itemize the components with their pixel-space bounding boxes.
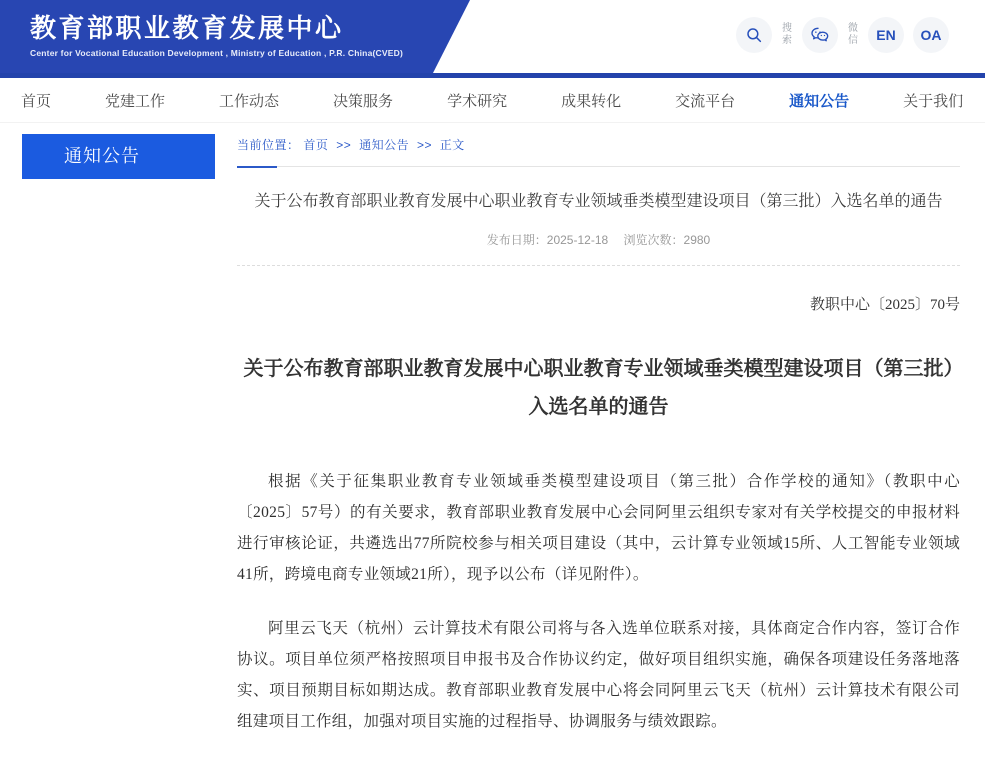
article-meta — [237, 231, 960, 248]
article-body — [237, 466, 960, 737]
breadcrumb-separator: >> — [416, 138, 432, 152]
breadcrumb-separator: >> — [336, 138, 352, 152]
site-header — [0, 0, 985, 78]
header-bottom-bar — [0, 73, 985, 78]
nav-item-party[interactable]: 党建工作 — [105, 92, 166, 110]
content-column — [237, 134, 960, 760]
site-subtitle: Center for Vocational Education Development , Ministry of Education , P.R. China(CVED) — [30, 48, 403, 59]
sidebar — [22, 134, 215, 760]
header-tools — [736, 17, 949, 53]
search-label: 搜索 — [782, 22, 792, 46]
breadcrumb-current: 正文 — [439, 138, 465, 152]
nav-item-home[interactable]: 首页 — [21, 92, 52, 110]
site-logo[interactable] — [30, 13, 403, 58]
main-nav — [0, 78, 985, 123]
article-paragraph: 根据《关于征集职业教育专业领域垂类模型建设项目（第三批）合作学校的通知》（教职中心〔2025〕57号）的有关要求，教育部职业教育发展中心会同阿里云组织专家对有关学校提交的申报材料进行审核论证，共遴选出77所院校参与相关项目建设（其中，云计算专业领域15所、人工智能专业领域41所，跨境电商专业领域21所），现予以公布（详见附件）。 — [237, 473, 960, 583]
meta-divider — [237, 265, 960, 266]
breadcrumb-label: 当前位置： — [237, 138, 300, 152]
article-paragraph: 阿里云飞天（杭州）云计算技术有限公司将与各入选单位联系对接，具体商定合作内容，签订合作协议。项目单位须严格按照项目申报书及合作协议约定，做好项目组织实施，确保各项建设任务落地落实、项目预期目标如期达成。教育部职业教育发展中心将会同阿里云飞天（杭州）云计算技术有限公司组建项目工作组，加强对项目实施的过程指导、协调服务与绩效跟踪。 — [237, 620, 960, 730]
breadcrumb — [237, 136, 960, 153]
breadcrumb-home[interactable]: 首页 — [303, 138, 329, 152]
wechat-button[interactable] — [802, 17, 838, 53]
sidebar-item-notices[interactable]: 通知公告 — [22, 134, 215, 179]
oa-button[interactable]: OA — [913, 17, 949, 53]
nav-item-exchange[interactable]: 交流平台 — [675, 92, 736, 110]
wechat-label: 微信 — [848, 22, 858, 46]
breadcrumb-notices[interactable]: 通知公告 — [359, 138, 410, 152]
nav-item-results[interactable]: 成果转化 — [561, 92, 622, 110]
nav-item-research[interactable]: 学术研究 — [447, 92, 508, 110]
publish-date: 发布日期：2025-12-18 — [486, 233, 609, 247]
wechat-icon — [810, 25, 830, 45]
article-title: 关于公布教育部职业教育发展中心职业教育专业领域垂类模型建设项目（第三批）入选名单的通告 — [243, 358, 954, 418]
main-area — [0, 123, 985, 760]
nav-item-news[interactable]: 工作动态 — [219, 92, 280, 110]
search-icon — [745, 26, 763, 44]
view-count: 浏览次数：2980 — [623, 233, 711, 247]
document-number: 教职中心〔2025〕70号 — [809, 297, 960, 313]
site-title: 教育部职业教育发展中心 — [30, 13, 344, 43]
breadcrumb-divider — [237, 166, 960, 167]
nav-item-policy[interactable]: 决策服务 — [333, 92, 394, 110]
nav-item-about[interactable]: 关于我们 — [903, 92, 964, 110]
search-button[interactable] — [736, 17, 772, 53]
nav-item-notices[interactable]: 通知公告 — [789, 92, 850, 110]
page-title: 关于公布教育部职业教育发展中心职业教育专业领域垂类模型建设项目（第三批）入选名单的通告 — [254, 193, 943, 210]
english-button[interactable]: EN — [868, 17, 904, 53]
